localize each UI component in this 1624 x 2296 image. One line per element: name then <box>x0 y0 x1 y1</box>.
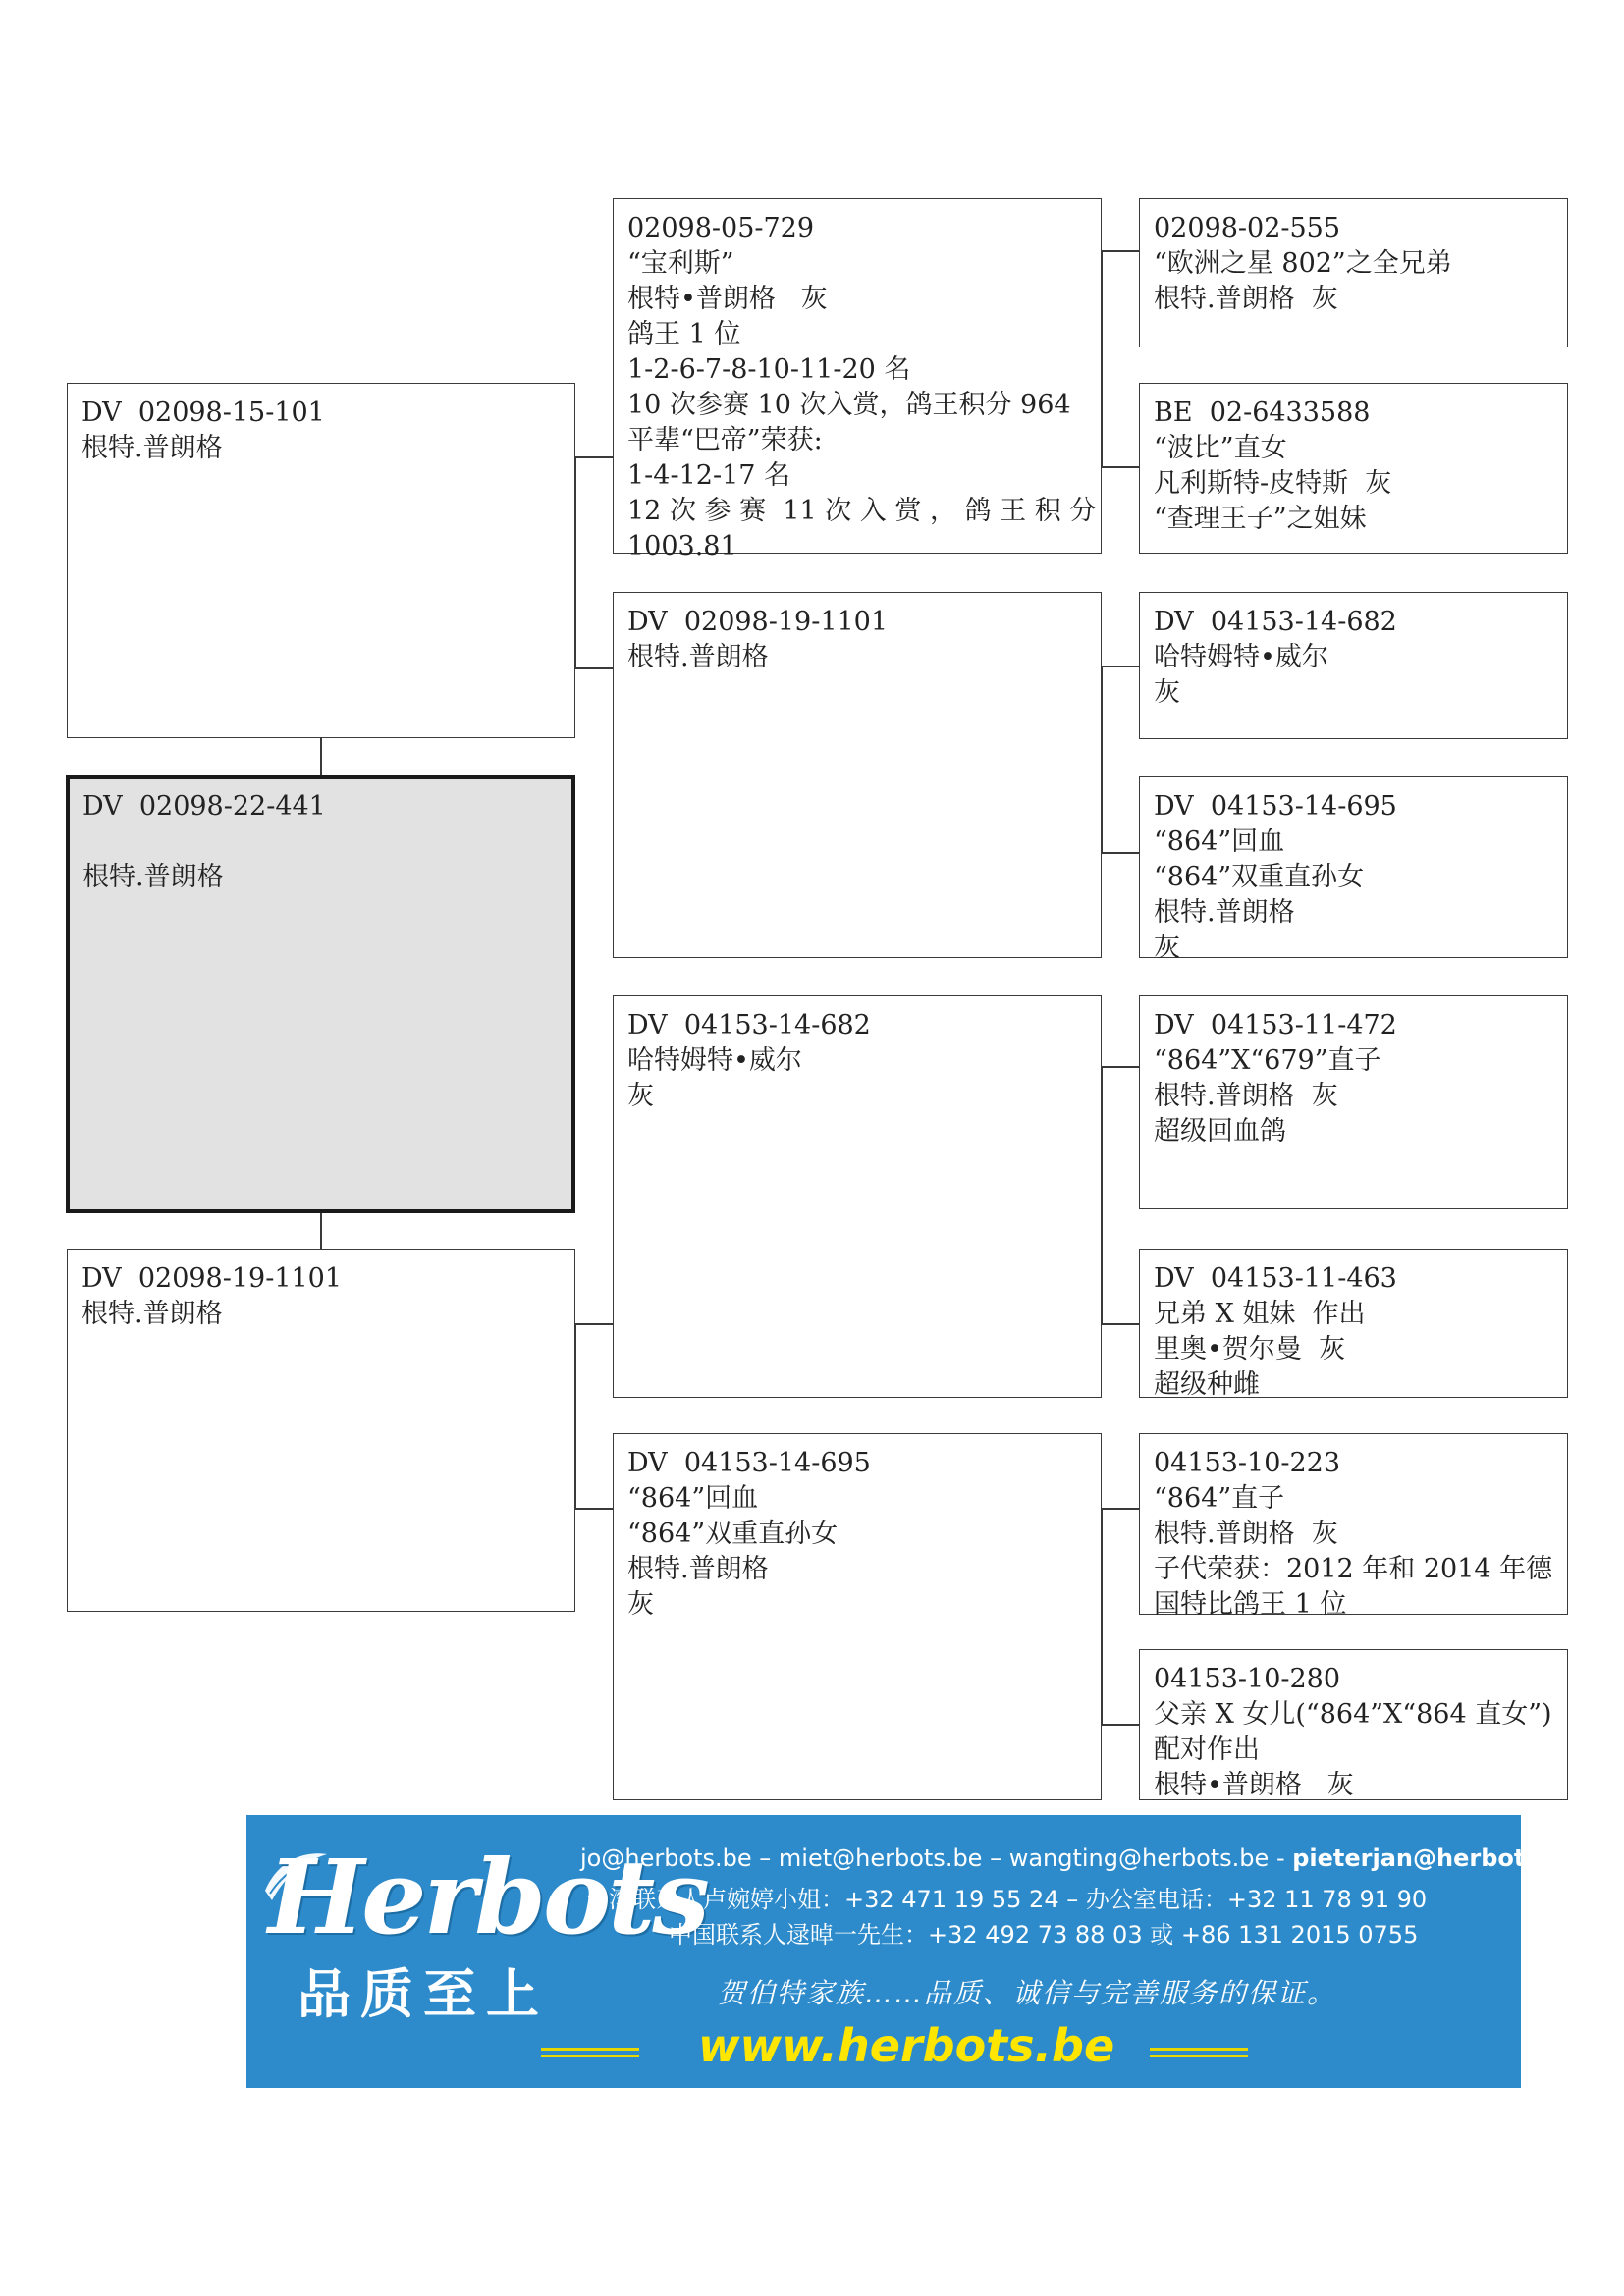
ring-number: DV 04153-11-472 <box>1154 1010 1397 1041</box>
breeder: 根特•普朗格 灰 <box>627 284 828 314</box>
pigeon-name: “864”回血 <box>627 1483 759 1514</box>
sire-dam-box <box>613 592 1102 958</box>
pigeon-name: “宝利斯” <box>627 248 734 279</box>
color: 灰 <box>1154 677 1180 708</box>
ring-number: 02098-02-555 <box>1154 213 1341 243</box>
herbots-logo: Herbots <box>268 1837 707 1957</box>
connector <box>574 667 614 669</box>
breeder: 根特.普朗格 <box>81 433 223 463</box>
pedigree-note: 1-2-6-7-8-10-11-20 名 <box>627 354 911 385</box>
pedigree-note: “查理王子”之姐妹 <box>1154 504 1367 534</box>
connector <box>574 456 614 458</box>
website-link[interactable]: www.herbots.be <box>698 2019 1115 2072</box>
ring-number: 04153-10-223 <box>1154 1448 1341 1478</box>
spacer <box>82 825 559 860</box>
pedigree-note: “864”双重直孙女 <box>1154 862 1365 892</box>
ring-number: DV 02098-19-1101 <box>627 607 889 637</box>
ring-number: DV 02098-22-441 <box>82 791 326 822</box>
connector <box>1101 466 1140 468</box>
connector <box>320 738 322 775</box>
dam-dam-box <box>613 1433 1102 1800</box>
breeder: 根特.普朗格 <box>627 1554 769 1584</box>
pedigree-note: 超级回血鸽 <box>1154 1116 1286 1147</box>
pedigree-note: “864”双重直孙女 <box>627 1519 839 1549</box>
ggp-box-4 <box>1139 776 1568 963</box>
breeder: 根特.普朗格 <box>627 642 769 672</box>
color: 灰 <box>627 1081 654 1111</box>
divider <box>1150 2055 1248 2057</box>
breeder: 根特.普朗格 灰 <box>1154 284 1338 314</box>
connector <box>1101 250 1140 252</box>
breeder: 凡利斯特-皮特斯 灰 <box>1154 468 1392 499</box>
sire-sire-box <box>613 198 1102 561</box>
pedigree-note: 鸽王 1 位 <box>627 319 741 349</box>
dam-sire-box <box>613 995 1102 1398</box>
connector <box>1101 1508 1140 1510</box>
connector <box>1101 1066 1140 1068</box>
ggp-box-6 <box>1139 1249 1568 1398</box>
slogan: 品质至上 <box>298 1963 549 2025</box>
ring-number: 02098-05-729 <box>627 213 815 243</box>
breeder: 根特.普朗格 <box>1154 897 1295 928</box>
pigeon-name: “波比”直女 <box>1154 433 1287 463</box>
breeder: 根特.普朗格 灰 <box>1154 1519 1338 1549</box>
ggp-box-2 <box>1139 383 1568 554</box>
pedigree-note: 兄弟 X 姐妹 作出 <box>1154 1299 1366 1329</box>
sire-box <box>67 383 575 738</box>
connector <box>574 1323 614 1325</box>
email-address: pieterjan@herbots.be <box>1292 1844 1582 1872</box>
ring-number: DV 04153-11-463 <box>1154 1263 1397 1294</box>
connector <box>1101 1724 1140 1726</box>
china-contact: 中国联系人逯晫一先生：+32 492 73 88 03 或 +86 131 2015 0755 <box>669 1921 1419 1949</box>
breeder: 根特.普朗格 灰 <box>1154 1081 1338 1111</box>
pigeon-name: “864”回血 <box>1154 827 1285 857</box>
email-addresses: jo@herbots.be – miet@herbots.be – wangting@herbots.be - <box>580 1844 1293 1872</box>
pigeon-name: “864”X“679”直子 <box>1154 1045 1381 1076</box>
ggp-box-5 <box>1139 995 1568 1209</box>
pedigree-note: 12 次 参 赛 11 次 入 赏 ， 鸽 王 积 分 <box>627 496 1097 526</box>
ring-number: DV 04153-14-682 <box>627 1010 871 1041</box>
herbots-banner <box>246 1815 1582 2088</box>
breeder: 根特.普朗格 <box>82 862 224 892</box>
breeder: 里奥•贺尔曼 灰 <box>1154 1334 1346 1364</box>
pedigree-note: 超级种雌 <box>1154 1369 1260 1400</box>
divider <box>1150 2048 1248 2051</box>
ggp-box-3 <box>1139 592 1568 739</box>
breeder: 根特•普朗格 灰 <box>1154 1770 1354 1800</box>
color: 灰 <box>627 1589 654 1620</box>
ring-number: DV 02098-19-1101 <box>81 1263 343 1294</box>
ring-number: DV 04153-14-695 <box>1154 791 1397 822</box>
color: 灰 <box>1154 933 1180 963</box>
pedigree-note: 平辈“巴帝”荣获: <box>627 425 823 455</box>
divider <box>541 2055 639 2057</box>
taiwan-contact: 台湾联系人卢婉婷小姐：+32 471 19 55 24 – 办公室电话：+32 11 78 91 90 <box>585 1886 1428 1913</box>
pedigree-note: 子代荣获：2012 年和 2014 年德国特比鸽王 1 位 <box>1154 1554 1553 1620</box>
pedigree-note: 父亲 X 女儿(“864”X“864 直女”) <box>1154 1699 1552 1730</box>
pigeon-name: “欧洲之星 802”之全兄弟 <box>1154 248 1452 279</box>
breeder: 哈特姆特•威尔 <box>1154 642 1328 672</box>
pedigree-note: 1003.81 <box>627 531 737 561</box>
pedigree-note: 1-4-12-17 名 <box>627 460 791 491</box>
breeder: 根特.普朗格 <box>81 1299 223 1329</box>
email-line <box>580 1844 1581 1872</box>
divider <box>541 2048 639 2051</box>
pedigree-note: 10 次参赛 10 次入赏，鸽王积分 964 <box>627 390 1071 420</box>
subject-box <box>66 775 575 1213</box>
ring-number: DV 04153-14-695 <box>627 1448 871 1478</box>
ring-number: DV 02098-15-101 <box>81 398 325 428</box>
ggp-box-7 <box>1139 1433 1568 1620</box>
connector <box>1101 1323 1140 1325</box>
pedigree-note: 配对作出 <box>1154 1735 1260 1765</box>
connector <box>1101 852 1140 854</box>
breeder: 哈特姆特•威尔 <box>627 1045 802 1076</box>
connector <box>574 1508 614 1510</box>
dam-box <box>67 1249 575 1612</box>
ggp-box-8 <box>1139 1649 1568 1800</box>
ring-number: BE 02-6433588 <box>1154 398 1371 428</box>
ring-number: DV 04153-14-682 <box>1154 607 1397 637</box>
connector <box>320 1213 322 1249</box>
pigeon-name: “864”直子 <box>1154 1483 1285 1514</box>
ring-number: 04153-10-280 <box>1154 1664 1341 1694</box>
motto: 贺伯特家族……品质、诚信与完善服务的保证。 <box>718 1977 1337 2009</box>
ggp-box-1 <box>1139 198 1568 347</box>
connector <box>1101 666 1140 667</box>
